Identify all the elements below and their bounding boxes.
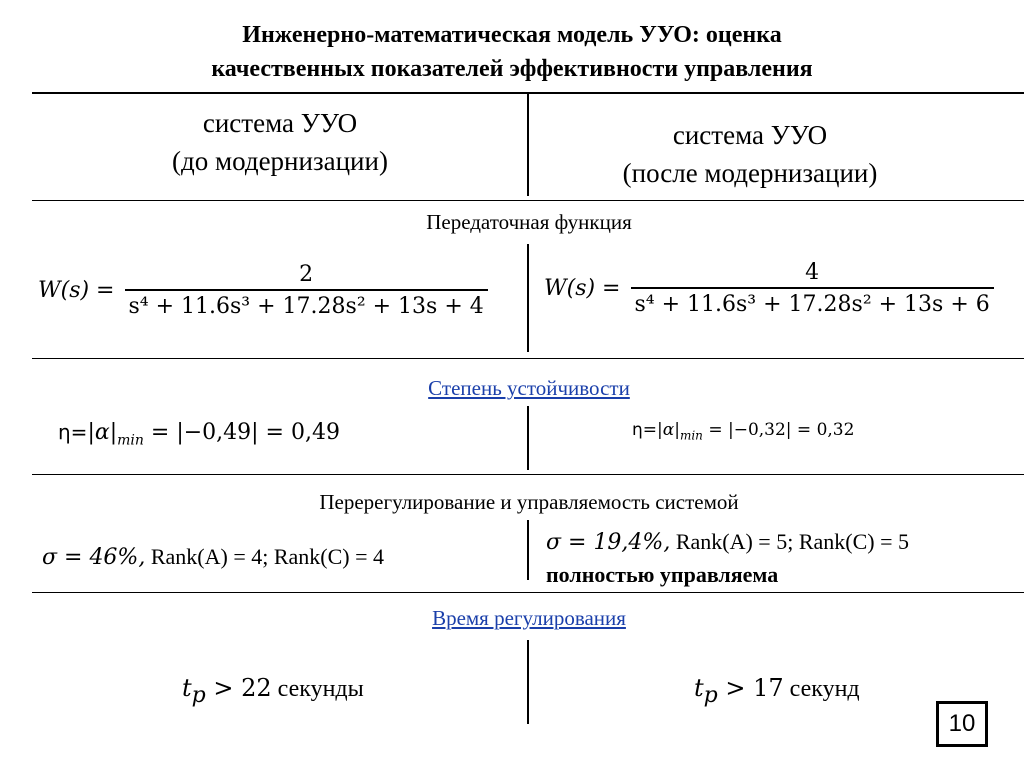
transfer-lhs-after: W(s) = xyxy=(544,276,621,301)
stability-degree-after xyxy=(632,420,854,442)
title-line-1: Инженерно-математическая модель УУО: оценка xyxy=(242,22,782,48)
stability-value-after: = |−0,32| = 0,32 xyxy=(702,420,855,440)
numerator-before: 2 xyxy=(299,262,314,287)
title-line-2: качественных показателей эффективности управления xyxy=(211,56,813,82)
fraction-before xyxy=(125,262,488,319)
rank-before: Rank(A) = 4; Rank(C) = 4 xyxy=(145,544,385,569)
column-divider-transfer xyxy=(527,244,529,352)
numerator-after: 4 xyxy=(805,260,820,285)
transfer-heading: Передаточная функция xyxy=(426,210,632,234)
column-divider-header xyxy=(527,94,529,196)
column-divider-settling xyxy=(527,640,529,724)
eta-label-before: η= xyxy=(58,420,88,444)
stability-heading[interactable] xyxy=(0,376,1024,401)
column-divider-overshoot xyxy=(527,520,529,580)
overshoot-before xyxy=(42,544,384,570)
settling-heading[interactable] xyxy=(0,606,1024,631)
p-sub-before: p xyxy=(191,682,206,708)
settling-time-before xyxy=(182,674,364,708)
section-divider-overshoot xyxy=(32,474,1024,475)
overshoot-heading: Перерегулирование и управляемость системой xyxy=(319,490,739,514)
controllability-note: полностью управляема xyxy=(546,562,779,587)
alpha-expr-after: |α| xyxy=(657,420,680,440)
settling-value-before: > 22 xyxy=(205,674,272,702)
denominator-after: s⁴ + 11.6s³ + 17.28s² + 13s + 6 xyxy=(631,287,994,317)
column-header-after-line2: (после модернизации) xyxy=(622,158,878,188)
stability-heading-link[interactable]: Степень устойчивости xyxy=(428,376,630,400)
settling-heading-link[interactable]: Время регулирования xyxy=(432,606,626,630)
settling-time-after xyxy=(694,674,860,708)
alpha-expr-before: |α| xyxy=(87,420,118,445)
t-symbol-before: t xyxy=(182,674,192,702)
denominator-before: s⁴ + 11.6s³ + 17.28s² + 13s + 4 xyxy=(125,289,488,319)
section-divider-stability xyxy=(32,358,1024,359)
min-sub-after: min xyxy=(679,428,703,443)
column-header-after xyxy=(540,116,960,192)
transfer-lhs-before: W(s) = xyxy=(38,278,115,303)
settling-unit-after: секунд xyxy=(783,676,860,702)
sigma-before: σ = 46%, xyxy=(42,545,146,570)
rank-after: Rank(A) = 5; Rank(C) = 5 xyxy=(670,529,909,554)
column-header-before-line2: (до модернизации) xyxy=(172,146,388,176)
min-sub-before: min xyxy=(117,432,144,449)
transfer-function-before xyxy=(38,262,488,319)
sigma-after: σ = 19,4%, xyxy=(546,530,671,555)
transfer-function-after xyxy=(544,260,994,317)
fraction-after xyxy=(631,260,994,317)
p-sub-after: p xyxy=(703,682,718,708)
eta-label-after: η= xyxy=(632,420,658,440)
settling-unit-before: секунды xyxy=(271,676,364,702)
column-header-after-line1: система УУО xyxy=(672,120,828,150)
stability-degree-before xyxy=(58,420,340,448)
section-divider-settling xyxy=(32,592,1024,593)
settling-value-after: > 17 xyxy=(717,674,784,702)
overshoot-after xyxy=(546,526,909,591)
column-divider-stability xyxy=(527,406,529,470)
column-header-before-line1: система УУО xyxy=(202,108,358,138)
t-symbol-after: t xyxy=(694,674,704,702)
page-number: 10 xyxy=(936,701,988,747)
section-divider-transfer xyxy=(32,200,1024,201)
column-header-before xyxy=(60,104,500,180)
stability-value-before: = |−0,49| = 0,49 xyxy=(143,420,340,445)
slide-title xyxy=(0,18,1024,86)
